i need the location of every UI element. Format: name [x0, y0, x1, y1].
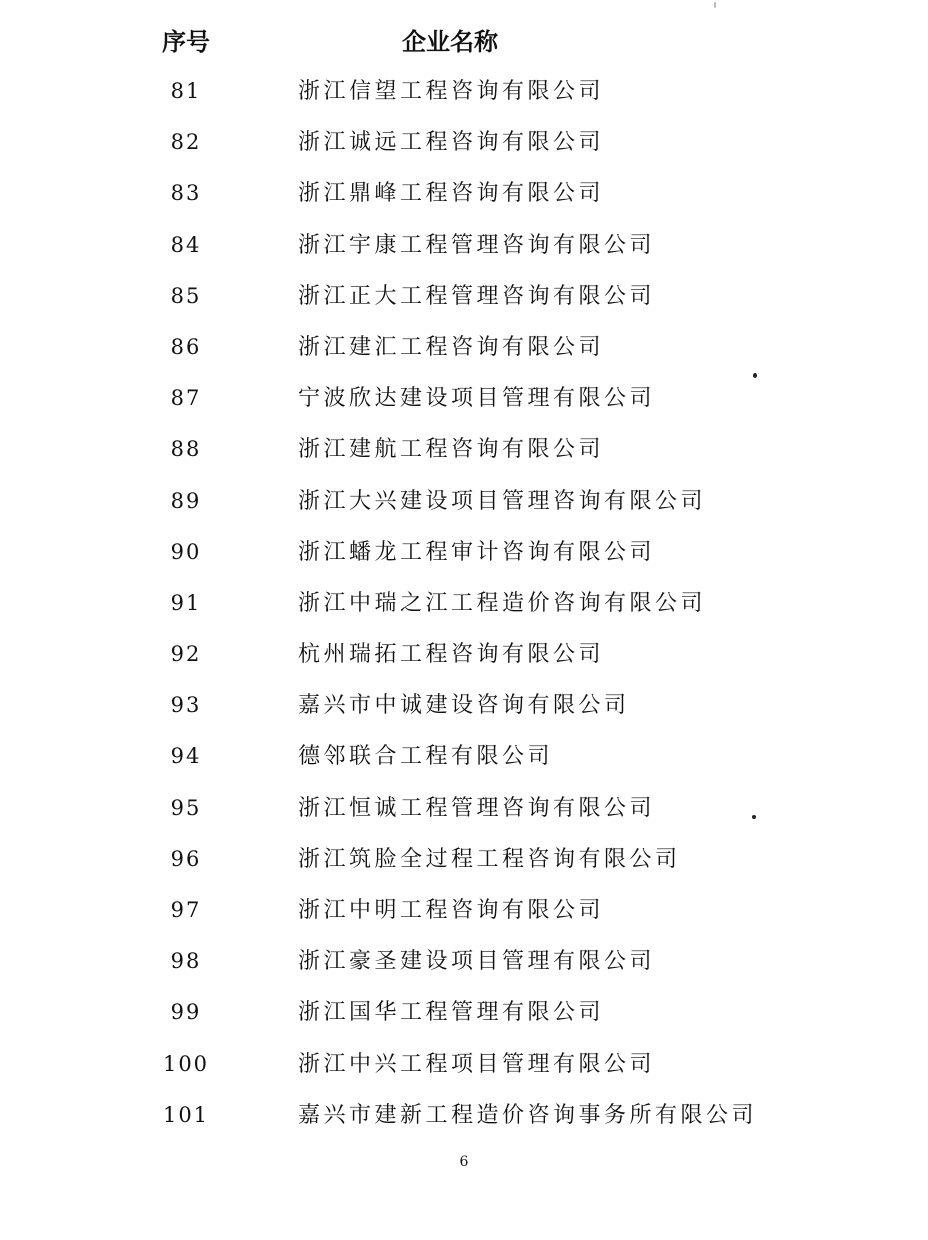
row-serial-number: 96: [170, 846, 202, 871]
row-company-name: 德邻联合工程有限公司: [298, 744, 554, 770]
row-serial-number: 89: [170, 488, 202, 513]
row-serial-number: 100: [162, 1051, 210, 1076]
table-row: [0, 220, 928, 271]
table-row: [0, 936, 928, 987]
row-serial-number: 86: [170, 334, 202, 359]
table-row: [0, 168, 928, 219]
row-serial-number: 84: [170, 232, 202, 257]
table-row: [0, 731, 928, 782]
table-row: [0, 373, 928, 424]
row-company-name: 浙江正大工程管理咨询有限公司: [298, 283, 656, 309]
table-row: [0, 578, 928, 629]
row-company-name: 浙江中明工程咨询有限公司: [298, 898, 605, 923]
row-serial-number: 95: [170, 795, 202, 820]
row-serial-number: 94: [170, 744, 202, 769]
table-row: [0, 424, 928, 475]
row-company-name: 杭州瑞拓工程咨询有限公司: [298, 642, 605, 668]
table-row: [0, 1090, 928, 1141]
table-row: [0, 476, 928, 527]
row-company-name: 浙江鼎峰工程咨询有限公司: [298, 181, 605, 207]
row-company-name: 浙江恒诚工程管理咨询有限公司: [298, 795, 656, 821]
row-company-name: 嘉兴市中诚建设咨询有限公司: [298, 693, 630, 719]
row-serial-number: 87: [170, 386, 202, 411]
table-row: [0, 1039, 928, 1090]
row-company-name: 浙江信望工程咨询有限公司: [298, 79, 605, 104]
row-company-name: 浙江中兴工程项目管理有限公司: [298, 1051, 656, 1077]
row-serial-number: 85: [170, 283, 202, 308]
row-serial-number: 97: [170, 898, 202, 922]
table-row: [0, 885, 928, 936]
scan-speck: [714, 2, 716, 8]
table-row: [0, 987, 928, 1038]
row-serial-number: 90: [170, 539, 202, 564]
row-company-name: 浙江诚远工程咨询有限公司: [298, 130, 605, 156]
row-serial-number: 99: [170, 1000, 202, 1025]
table-header: [0, 22, 928, 62]
row-serial-number: 83: [170, 181, 202, 206]
row-company-name: 浙江筑脸全过程工程咨询有限公司: [298, 846, 681, 872]
row-company-name: 嘉兴市建新工程造价咨询事务所有限公司: [298, 1102, 758, 1128]
row-company-name: 浙江建航工程咨询有限公司: [298, 437, 605, 463]
table-row: [0, 66, 928, 117]
row-serial-number: 98: [170, 949, 202, 974]
header-company-name: 企业名称: [402, 28, 498, 56]
row-company-name: 浙江豪圣建设项目管理有限公司: [298, 949, 656, 975]
row-company-name: 浙江蟠龙工程审计咨询有限公司: [298, 539, 656, 565]
table-row: [0, 680, 928, 731]
company-list: [0, 66, 928, 1141]
table-row: [0, 834, 928, 885]
row-serial-number: 101: [162, 1102, 210, 1127]
row-serial-number: 93: [170, 693, 202, 718]
row-serial-number: 81: [170, 79, 202, 103]
row-serial-number: 91: [170, 590, 202, 615]
row-serial-number: 82: [170, 130, 202, 155]
table-row: [0, 783, 928, 834]
row-company-name: 浙江国华工程管理有限公司: [298, 1000, 605, 1026]
page-number: 6: [459, 1154, 469, 1170]
row-serial-number: 88: [170, 437, 202, 462]
table-row: [0, 527, 928, 578]
table-row: [0, 117, 928, 168]
row-company-name: 浙江中瑞之江工程造价咨询有限公司: [298, 590, 707, 616]
table-row: [0, 322, 928, 373]
row-company-name: 浙江建汇工程咨询有限公司: [298, 334, 605, 360]
table-row: [0, 629, 928, 680]
row-company-name: 宁波欣达建设项目管理有限公司: [298, 386, 656, 412]
header-serial-number: 序号: [162, 28, 210, 56]
row-serial-number: 92: [170, 642, 202, 667]
table-row: [0, 271, 928, 322]
row-company-name: 浙江大兴建设项目管理咨询有限公司: [298, 488, 707, 514]
row-company-name: 浙江宇康工程管理咨询有限公司: [298, 232, 656, 258]
